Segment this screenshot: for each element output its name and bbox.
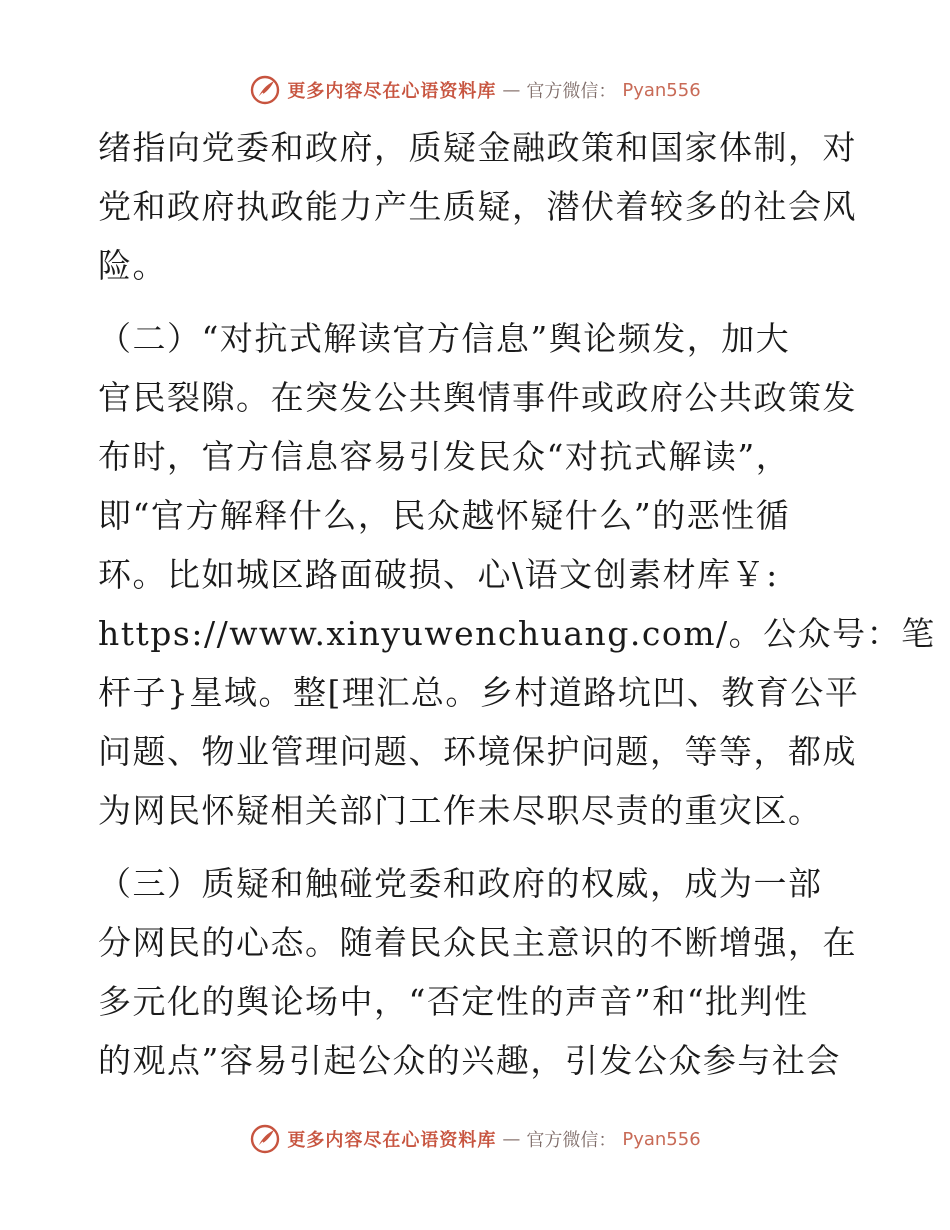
watermark-separator: — [502, 1128, 521, 1150]
paragraph-2 [98, 309, 936, 840]
text-line: 的观点”容易引起公众的兴趣，引发公众参与社会 [98, 1041, 841, 1080]
text-line: 多元化的舆论场中，“否定性的声音”和“批判性 [98, 982, 809, 1021]
watermark-wechat-label: 官方微信： [526, 1130, 617, 1151]
text-line: https://www.xinyuwenchuang.com/。公众号：笔 [98, 614, 936, 653]
text-line: 绪指向党委和政府，质疑金融政策和国家体制，对 [98, 128, 857, 167]
text-line: 环。比如城区路面破损、心\语文创素材库￥: [98, 555, 779, 594]
paragraph-3 [98, 854, 858, 1090]
watermark-banner-bottom [0, 1119, 950, 1159]
text-line: 为网民怀疑相关部门工作未尽职尽责的重灾区。 [98, 791, 823, 830]
watermark-banner-top [0, 70, 950, 110]
watermark-separator: — [502, 79, 521, 101]
text-line: 分网民的心态。随着民众民主意识的不断增强，在 [98, 923, 857, 962]
paragraph-1 [98, 118, 858, 295]
feather-pen-logo-icon [249, 74, 281, 106]
watermark-wechat-id: Pyan556 [622, 1128, 701, 1150]
text-line: 官民裂隙。在突发公共舆情事件或政府公共政策发 [98, 378, 857, 417]
feather-pen-logo-icon [249, 1123, 281, 1155]
text-line: 险。 [98, 246, 167, 285]
text-line: 杆子}星域。整[理汇总。乡村道路坑凹、教育公平 [98, 673, 860, 712]
document-body [98, 118, 936, 1090]
watermark-wechat-label: 官方微信： [526, 81, 617, 102]
text-line: （三）质疑和触碰党委和政府的权威，成为一部 [98, 864, 823, 903]
text-line: 布时，官方信息容易引发民众“对抗式解读”， [98, 437, 791, 476]
watermark-title: 更多内容尽在心语资料库 [287, 1130, 497, 1151]
watermark-wechat-id: Pyan556 [622, 79, 701, 101]
watermark-title: 更多内容尽在心语资料库 [287, 81, 497, 102]
text-line: 问题、物业管理问题、环境保护问题，等等，都成 [98, 732, 857, 771]
text-line: 党和政府执政能力产生质疑，潜伏着较多的社会风 [98, 187, 857, 226]
text-line: 即“官方解释什么，民众越怀疑什么”的恶性循 [98, 496, 791, 535]
text-line: （二）“对抗式解读官方信息”舆论频发，加大 [98, 319, 791, 358]
